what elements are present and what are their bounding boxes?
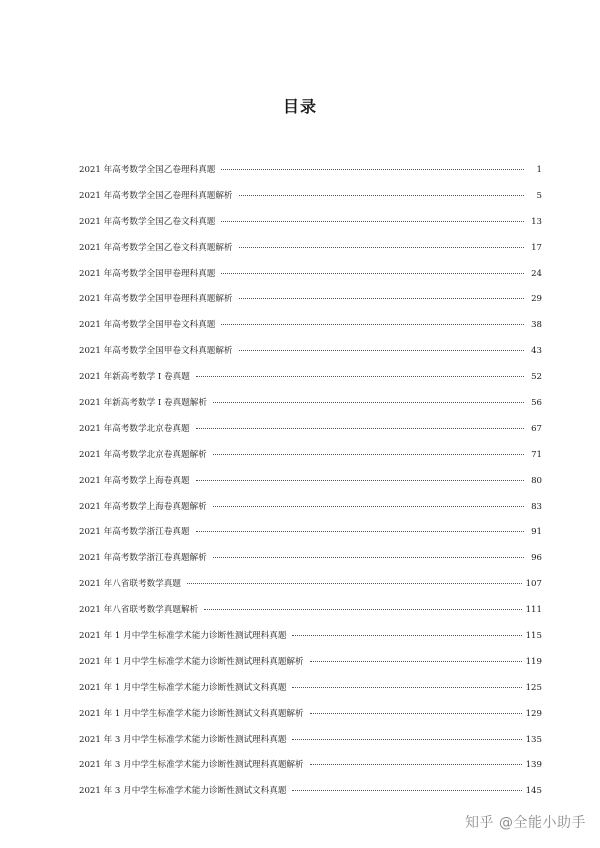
toc-dot-leader [213,402,524,403]
toc-entry-label: 2021 年高考数学浙江卷真题 [79,527,190,538]
toc-dot-leader [292,739,521,740]
toc-entry-page-number: 13 [531,216,542,227]
toc-entry[interactable] [79,292,542,318]
toc-entry-label: 2021 年高考数学全国甲卷文科真题 [79,320,216,331]
toc-entry-label: 2021 年高考数学全国甲卷理科真题解析 [79,294,233,305]
toc-entry-page-number: 71 [531,449,542,460]
toc-dot-leader [239,350,524,351]
toc-entry[interactable] [79,370,542,396]
toc-entry-page-number: 83 [531,501,542,512]
toc-dot-leader [196,376,524,377]
toc-entry-label: 2021 年高考数学全国甲卷理科真题 [79,268,216,279]
watermark: 知乎 @全能小助手 [465,815,586,831]
toc-entry[interactable] [79,603,542,629]
toc-entry-label: 2021 年八省联考数学真题解析 [79,605,199,616]
toc-dot-leader [310,661,522,662]
page-title: 目录 [282,97,317,116]
toc-entry-page-number: 119 [525,656,542,667]
toc-entry-page-number: 135 [525,734,542,745]
toc-entry-page-number: 56 [531,398,542,409]
toc-entry[interactable] [79,189,542,215]
toc-entry-label: 2021 年高考数学浙江卷真题解析 [79,553,207,564]
toc-entry-label: 2021 年新高考数学 I 卷真题解析 [79,398,207,409]
toc-dot-leader [310,713,522,714]
table-of-contents [79,163,542,810]
toc-entry-page-number: 91 [531,527,542,538]
toc-dot-leader [221,324,524,325]
toc-dot-leader [213,557,524,558]
toc-dot-leader [221,169,524,170]
toc-entry-page-number: 38 [531,320,542,331]
toc-entry-page-number: 115 [525,631,542,642]
toc-dot-leader [239,195,524,196]
toc-entry-label: 2021 年高考数学上海卷真题解析 [79,501,207,512]
toc-entry-label: 2021 年 1 月中学生标准学术能力诊断性测试理科真题解析 [79,656,304,667]
toc-entry-page-number: 24 [531,268,542,279]
toc-entry-page-number: 145 [525,786,542,797]
toc-dot-leader [239,247,524,248]
toc-entry[interactable] [79,629,542,655]
toc-entry-page-number: 129 [525,708,542,719]
toc-entry-label: 2021 年高考数学全国乙卷文科真题 [79,216,216,227]
toc-entry-page-number: 17 [531,242,542,253]
toc-dot-leader [221,273,524,274]
toc-dot-leader [292,687,521,688]
toc-entry[interactable] [79,681,542,707]
toc-entry[interactable] [79,396,542,422]
toc-dot-leader [221,221,524,222]
toc-entry[interactable] [79,163,542,189]
toc-entry[interactable] [79,577,542,603]
toc-entry-page-number: 52 [531,372,542,383]
toc-entry-label: 2021 年 3 月中学生标准学术能力诊断性测试理科真题解析 [79,760,304,771]
toc-entry-label: 2021 年高考数学北京卷真题 [79,423,190,434]
toc-entry-page-number: 80 [531,475,542,486]
toc-dot-leader [310,764,522,765]
toc-entry[interactable] [79,344,542,370]
toc-entry[interactable] [79,551,542,577]
toc-dot-leader [187,583,522,584]
toc-dot-leader [196,531,524,532]
toc-entry-page-number: 29 [531,294,542,305]
toc-entry[interactable] [79,707,542,733]
toc-entry[interactable] [79,215,542,241]
toc-entry-label: 2021 年高考数学全国乙卷理科真题 [79,165,216,175]
toc-entry[interactable] [79,784,542,810]
toc-entry-label: 2021 年 3 月中学生标准学术能力诊断性测试文科真题 [79,786,287,797]
toc-entry[interactable] [79,422,542,448]
toc-dot-leader [239,298,524,299]
toc-entry-page-number: 43 [531,346,542,357]
toc-entry[interactable] [79,318,542,344]
toc-entry-page-number: 67 [531,423,542,434]
toc-entry[interactable] [79,448,542,474]
toc-entry-label: 2021 年高考数学全国甲卷文科真题解析 [79,346,233,357]
toc-entry-label: 2021 年 1 月中学生标准学术能力诊断性测试文科真题 [79,682,287,693]
toc-entry-page-number: 96 [531,553,542,564]
toc-entry[interactable] [79,758,542,784]
toc-entry-label: 2021 年八省联考数学真题 [79,579,181,590]
toc-entry[interactable] [79,241,542,267]
toc-entry[interactable] [79,474,542,500]
toc-entry-page-number: 139 [525,760,542,771]
toc-entry-label: 2021 年高考数学上海卷真题 [79,475,190,486]
toc-dot-leader [196,428,524,429]
toc-entry-page-number: 125 [525,682,542,693]
toc-dot-leader [204,609,521,610]
toc-entry[interactable] [79,525,542,551]
toc-entry-label: 2021 年 1 月中学生标准学术能力诊断性测试文科真题解析 [79,708,304,719]
toc-entry-label: 2021 年 1 月中学生标准学术能力诊断性测试理科真题 [79,631,287,642]
toc-entry[interactable] [79,733,542,759]
toc-dot-leader [213,454,524,455]
toc-entry-label: 2021 年高考数学全国乙卷文科真题解析 [79,242,233,253]
toc-entry-label: 2021 年新高考数学 I 卷真题 [79,372,190,383]
toc-entry-page-number: 1 [536,165,542,175]
toc-entry-page-number: 107 [525,579,542,590]
toc-entry[interactable] [79,655,542,681]
toc-dot-leader [196,480,524,481]
toc-entry-label: 2021 年 3 月中学生标准学术能力诊断性测试理科真题 [79,734,287,745]
toc-entry-label: 2021 年高考数学全国乙卷理科真题解析 [79,190,233,201]
toc-dot-leader [292,635,521,636]
toc-entry[interactable] [79,267,542,293]
toc-dot-leader [292,790,521,791]
toc-entry[interactable] [79,500,542,526]
toc-dot-leader [213,506,524,507]
toc-entry-page-number: 111 [525,605,542,616]
toc-entry-label: 2021 年高考数学北京卷真题解析 [79,449,207,460]
toc-entry-page-number: 5 [536,190,542,201]
